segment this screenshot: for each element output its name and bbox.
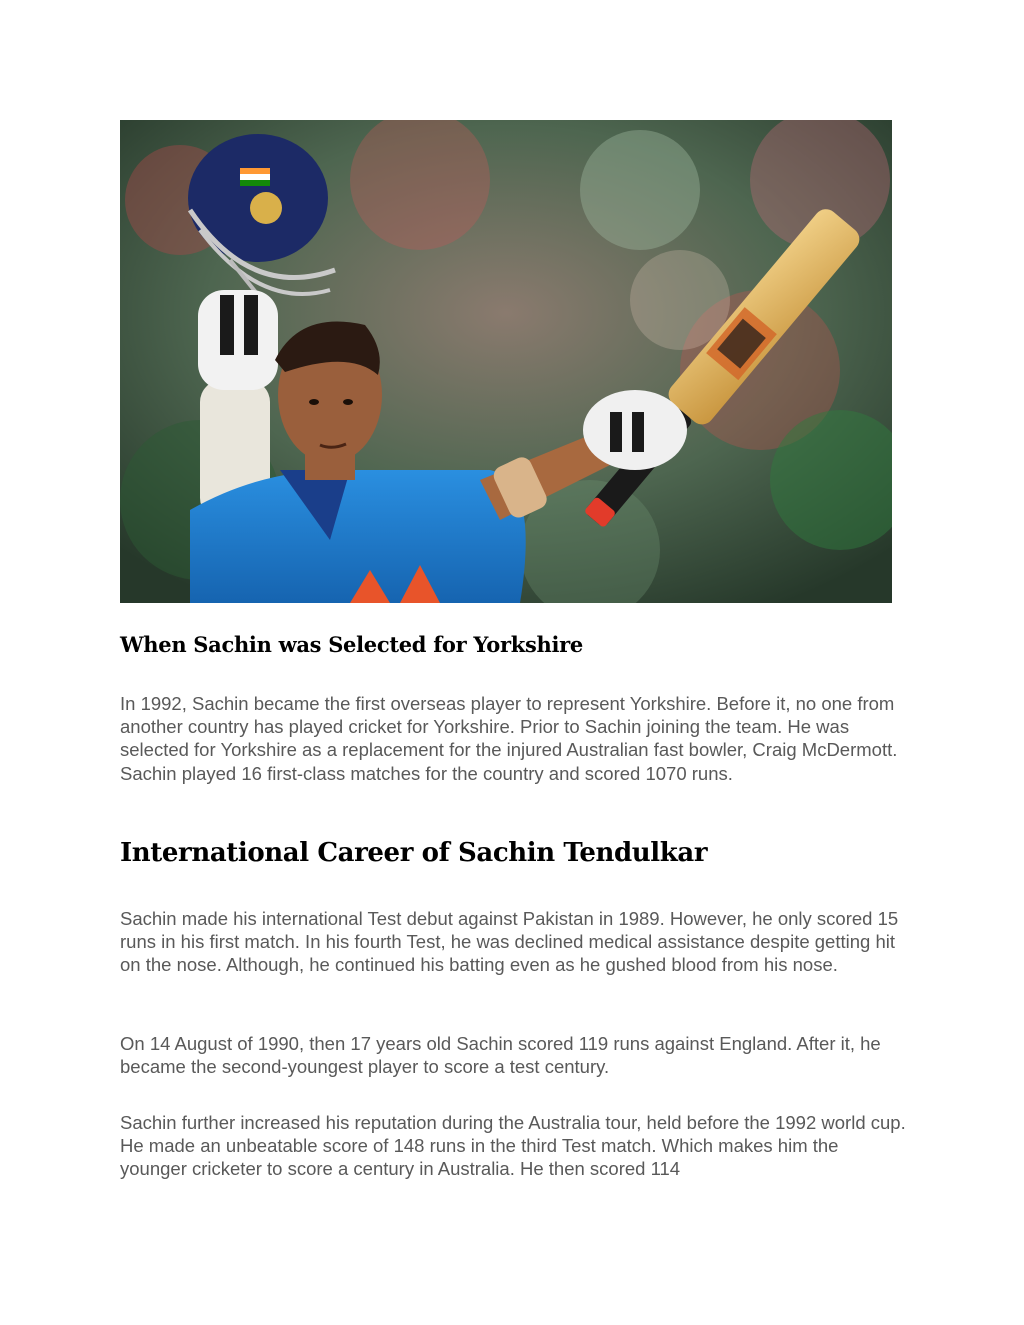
paragraph-yorkshire: In 1992, Sachin became the first overseas player to represent Yorkshire. Before it, no one from another country has played cricket for Yorkshire. Prior to Sachin joining the team. He was selected for Yorkshire as a replacement for the injured Australian fast bowler, Craig McDermott. Sachin played 16 first-class matches for the country and scored 1070 runs. bbox=[120, 693, 898, 784]
paragraph-australia-tour: Sachin further increased his reputation during the Australia tour, held before the 1992 world cup. He made an unbeatable score of 148 runs in the third Test match. Which makes him the younger cricketer to score a century in Australia. He then scored 114 bbox=[120, 1112, 906, 1180]
paragraph-test-debut: Sachin made his international Test debut against Pakistan in 1989. However, he only scored 15 runs in his first match. In his fourth Test, he was declined medical assistance despite getting hit on the nose. Although, he continued his batting even as he gushed blood from his nose. bbox=[120, 908, 899, 976]
cricketer-celebration-photo bbox=[120, 120, 892, 603]
section-heading-yorkshire: When Sachin was Selected for Yorkshire bbox=[120, 632, 583, 657]
section-heading-international-career: International Career of Sachin Tendulkar bbox=[120, 838, 708, 868]
paragraph-england-century: On 14 August of 1990, then 17 years old Sachin scored 119 runs against England. After it, he became the second-youngest player to score a test century. bbox=[120, 1033, 881, 1078]
